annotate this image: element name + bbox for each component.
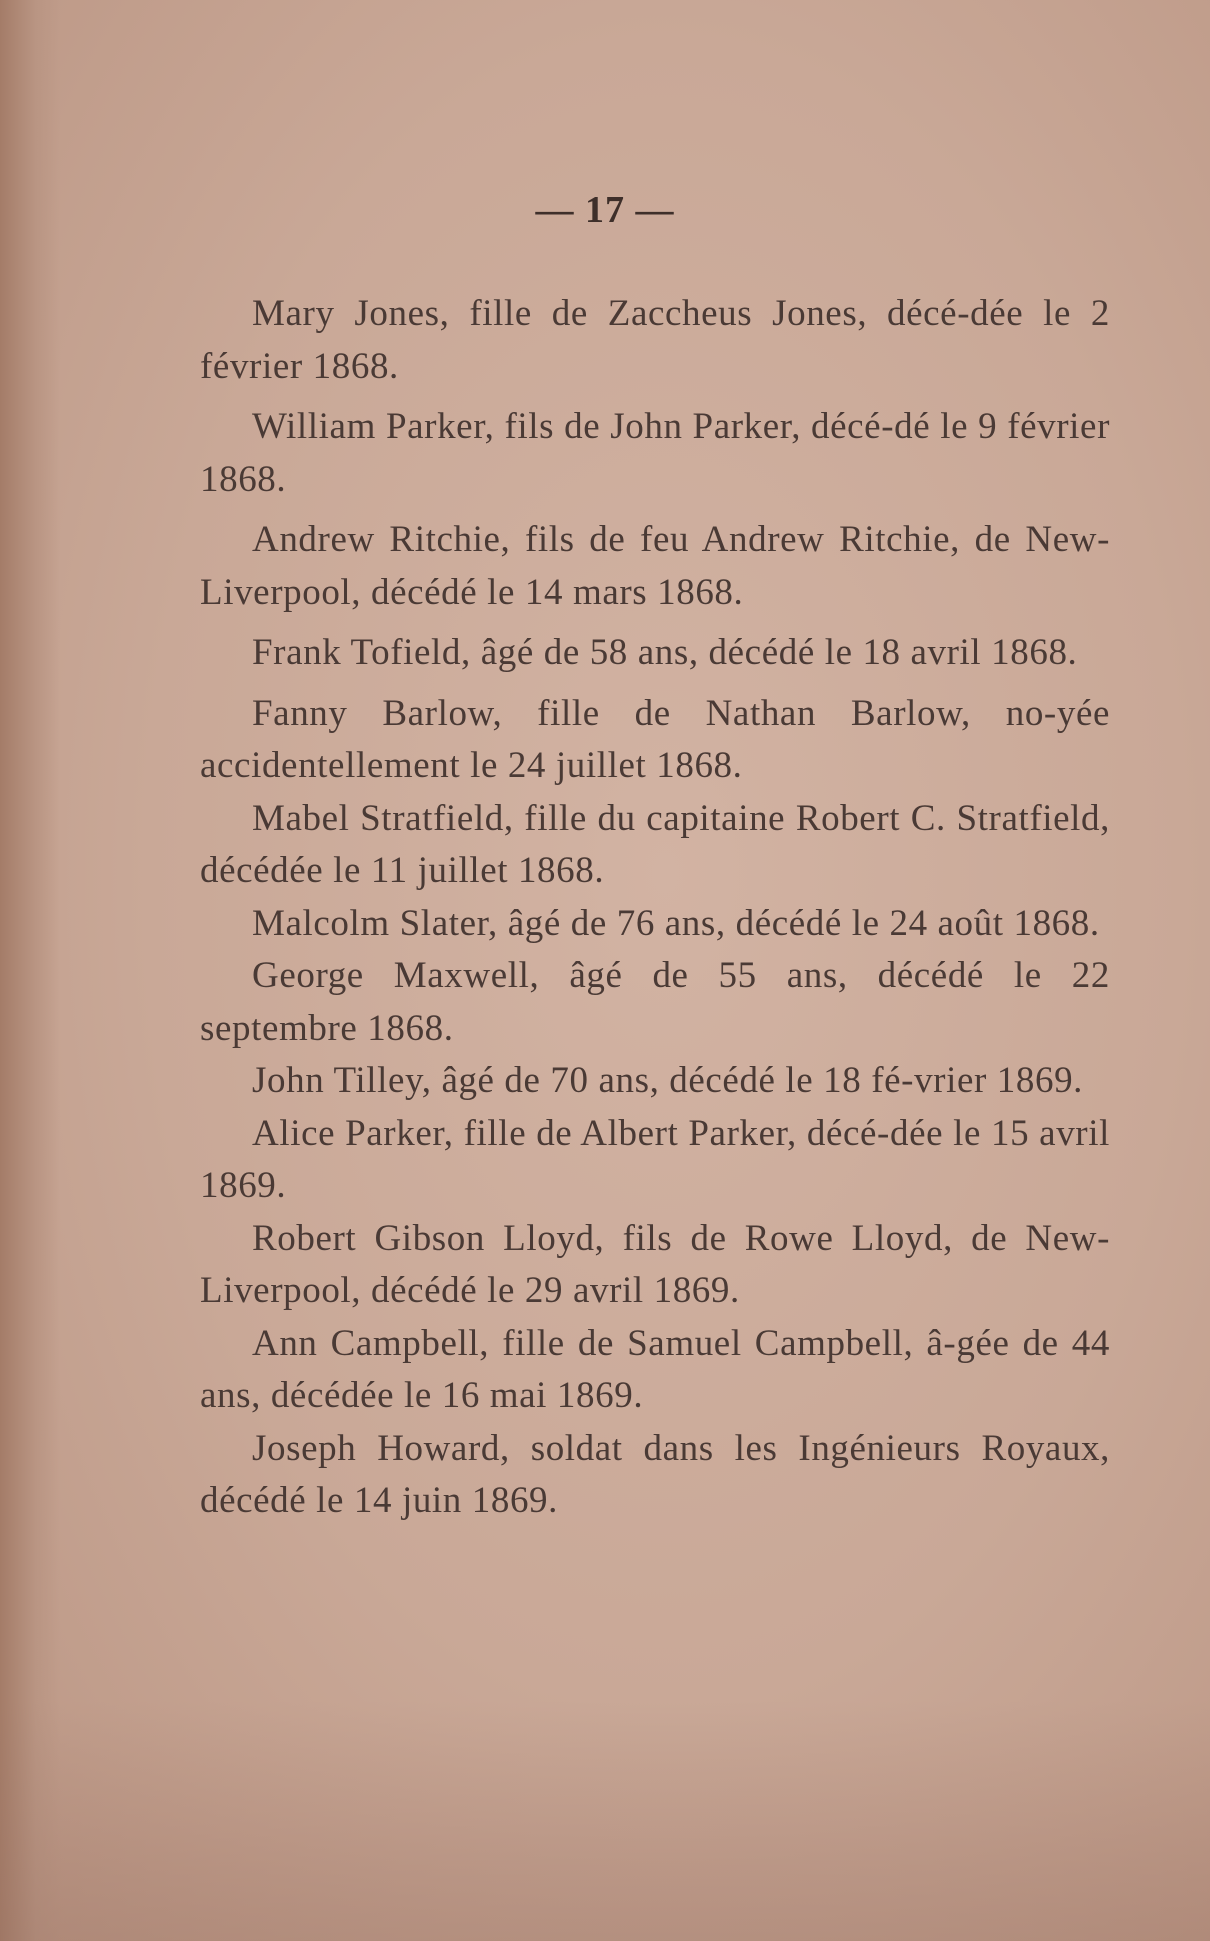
page-bottom-stain <box>0 1700 1210 1941</box>
entry-mary-jones: Mary Jones, fille de Zaccheus Jones, décé-dée le 2 février 1868. <box>200 293 1110 387</box>
entry-malcolm-slater: Malcolm Slater, âgé de 76 ans, décédé le 24 août 1868. <box>252 902 1100 944</box>
page-binding-edge <box>0 0 60 1941</box>
entry-mabel-stratfield: Mabel Stratfield, fille du capitaine Robert C. Stratfield, décédée le 11 juillet 1868. <box>200 797 1110 891</box>
entry-john-tilley: John Tilley, âgé de 70 ans, décédé le 18 fé-vrier 1869. <box>252 1060 1084 1101</box>
entry-andrew-ritchie: Andrew Ritchie, fils de feu Andrew Ritchie, de New-Liverpool, décédé le 14 mars 1868. <box>200 519 1110 613</box>
entry-fanny-barlow: Fanny Barlow, fille de Nathan Barlow, no-yée accidentellement le 24 juillet 1868. <box>200 692 1110 786</box>
entry-robert-gibson-lloyd: Robert Gibson Lloyd, fils de Rowe Lloyd, de New-Liverpool, décédé le 29 avril 1869. <box>200 1217 1110 1311</box>
entry-frank-tofield: Frank Tofield, âgé de 58 ans, décédé le 18 avril 1868. <box>252 632 1078 673</box>
page-number: — 17 — <box>535 189 675 231</box>
entry-george-maxwell: George Maxwell, âgé de 55 ans, décédé le 22 septembre 1868. <box>200 955 1110 1049</box>
entry-alice-parker: Alice Parker, fille de Albert Parker, décé-dée le 15 avril 1869. <box>200 1112 1110 1206</box>
death-register-entries <box>200 288 1110 1528</box>
entry-ann-campbell: Ann Campbell, fille de Samuel Campbell, â-gée de 44 ans, décédée le 16 mai 1869. <box>200 1322 1110 1416</box>
entry-william-parker: William Parker, fils de John Parker, décé-dé le 9 février 1868. <box>200 406 1110 500</box>
entry-joseph-howard: Joseph Howard, soldat dans les Ingénieurs Royaux, décédé le 14 juin 1869. <box>200 1427 1110 1521</box>
